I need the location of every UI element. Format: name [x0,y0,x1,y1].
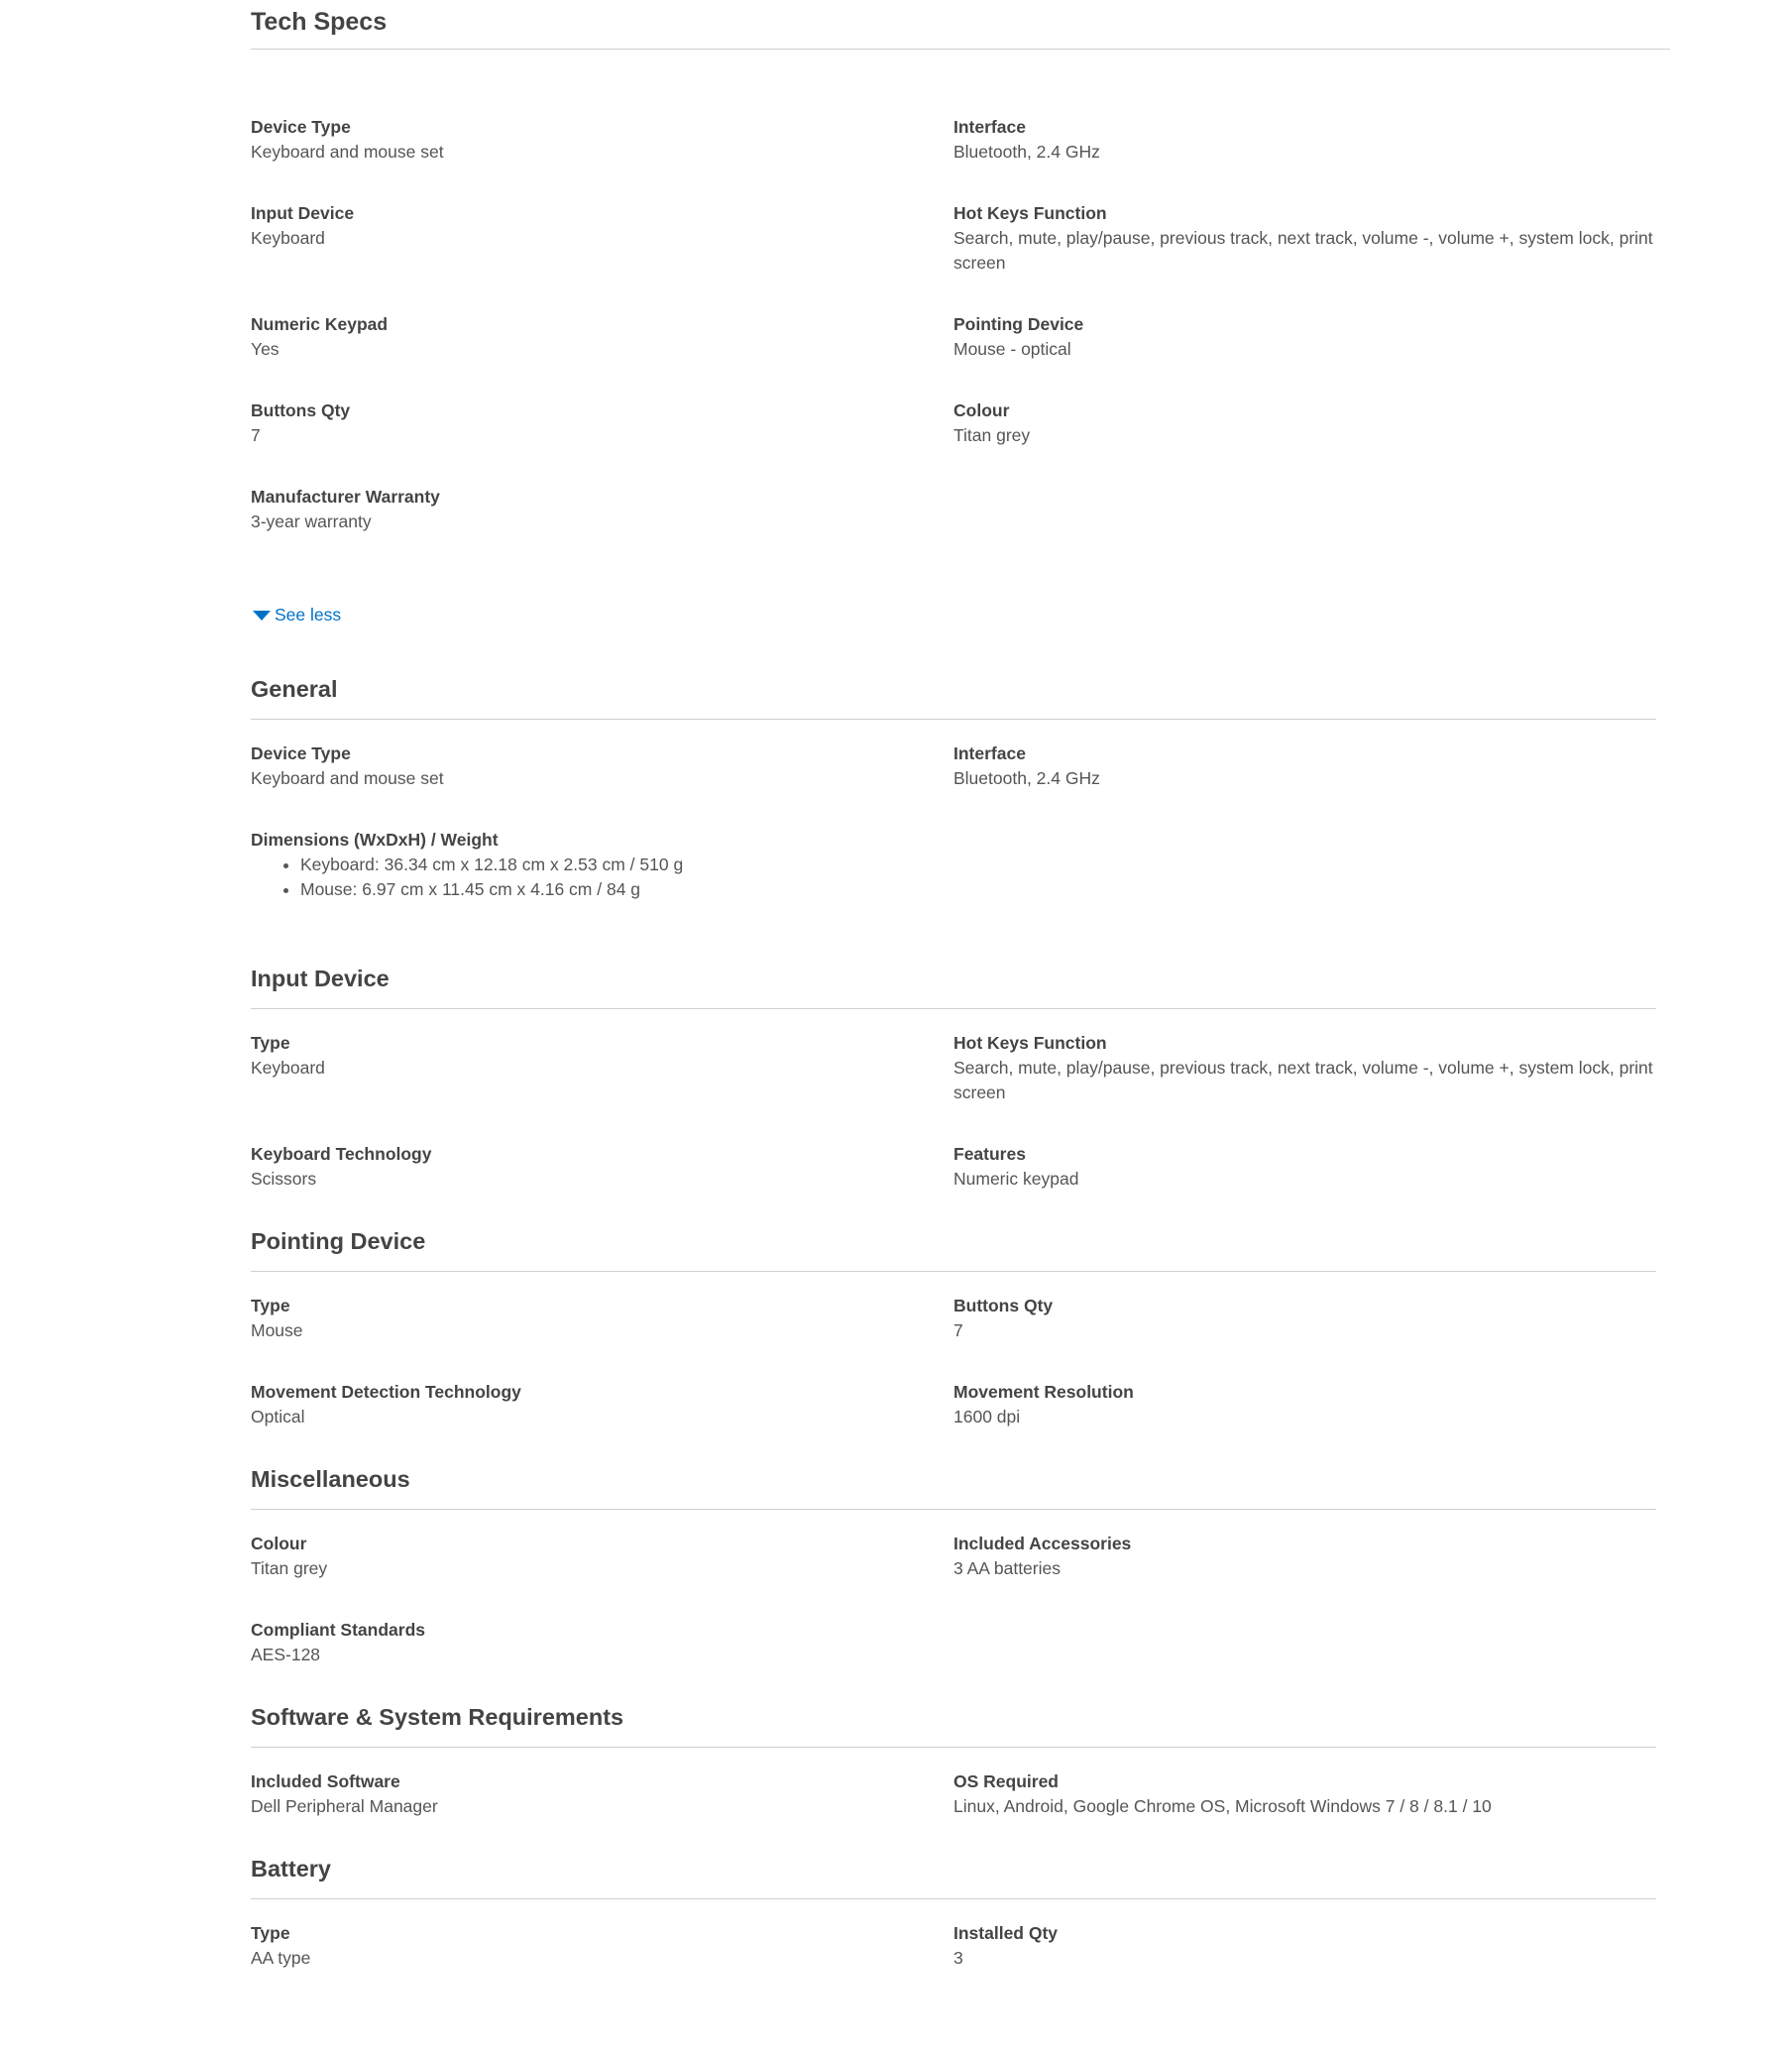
spec-label: Manufacturer Warranty [251,487,440,507]
spec-value: Titan grey [251,1558,328,1578]
spec-value: Search, mute, play/pause, previous track, next track, volume -, volume +, system lock, print screen [953,228,1653,273]
spec-value: 3 AA batteries [953,1558,1061,1578]
dimensions-list [251,853,953,902]
spec-value: Keyboard [251,1058,325,1078]
spec-value: Bluetooth, 2.4 GHz [953,142,1100,162]
section-grid [251,1921,1670,2007]
spec-movement-resolution [953,1380,1656,1429]
list-item: • Mouse: 6.97 cm x 11.45 cm x 4.16 cm / 84 g [300,877,953,902]
spec-label: Compliant Standards [251,1620,425,1640]
spec-value: Mouse [251,1320,303,1340]
spec-value: Search, mute, play/pause, previous track, next track, volume -, volume +, system lock, print screen [953,1058,1653,1102]
section-title: General [251,676,1656,720]
caret-down-icon [253,611,271,621]
section-pointing-device [251,1228,1670,1466]
list-item: • Keyboard: 36.34 cm x 12.18 cm x 2.53 cm / 510 g [300,853,953,877]
spec-value: 3 [953,1948,963,1968]
spec-label: Hot Keys Function [953,1033,1107,1053]
spec-device-type [251,115,953,165]
spec-label: Buttons Qty [953,1296,1054,1315]
section-title: Software & System Requirements [251,1704,1656,1748]
spec-value: Scissors [251,1169,317,1189]
spec-label: Hot Keys Function [953,203,1107,223]
spec-label: Movement Resolution [953,1382,1134,1402]
section-miscellaneous [251,1466,1670,1704]
spec-value: Mouse - optical [953,339,1071,359]
spec-hot-keys [953,1031,1656,1105]
spec-included-software [251,1769,953,1819]
spec-value: Keyboard and mouse set [251,142,444,162]
spec-label: Type [251,1923,290,1943]
spec-keyboard-technology [251,1142,953,1192]
spec-value: 7 [251,425,261,445]
section-title: Pointing Device [251,1228,1656,1272]
section-title: Battery [251,1856,1656,1899]
spec-type [251,1031,953,1105]
spec-interface [953,741,1656,791]
spec-os-required [953,1769,1656,1819]
spec-value: 7 [953,1320,963,1340]
spec-movement-detection [251,1380,953,1429]
spec-value: Keyboard and mouse set [251,768,444,788]
summary-specs [251,115,1670,571]
spec-label: Features [953,1144,1026,1164]
spec-value: AA type [251,1948,311,1968]
page-title: Tech Specs [251,0,1670,50]
section-software [251,1704,1670,1856]
spec-label: Keyboard Technology [251,1144,432,1164]
spec-label: Numeric Keypad [251,314,389,334]
spec-pointing-device [953,312,1656,362]
spec-type [251,1921,953,1971]
spec-dimensions [251,828,953,902]
spec-label: OS Required [953,1771,1059,1791]
spec-label: Pointing Device [953,314,1084,334]
section-grid [251,741,1670,966]
spec-numeric-keypad [251,312,953,362]
section-battery [251,1856,1670,2007]
spec-label: Included Accessories [953,1534,1132,1553]
spec-buttons-qty [251,399,953,448]
spec-hot-keys [953,201,1656,276]
spec-buttons-qty [953,1294,1656,1343]
spec-device-type [251,741,953,791]
spec-warranty [251,485,953,534]
spec-value: Dell Peripheral Manager [251,1796,438,1816]
section-title: Input Device [251,966,1656,1009]
section-grid [251,1294,1670,1466]
see-less-label: See less [275,605,342,625]
spec-label: Interface [953,743,1026,763]
spec-interface [953,115,1656,165]
spec-type [251,1294,953,1343]
spec-label: Input Device [251,203,355,223]
spec-label: Movement Detection Technology [251,1382,521,1402]
spec-value: Titan grey [953,425,1031,445]
spec-value: Yes [251,339,280,359]
spec-label: Device Type [251,117,351,137]
spec-label: Dimensions (WxDxH) / Weight [251,830,499,850]
section-grid [251,1532,1670,1704]
spec-value: 1600 dpi [953,1407,1021,1426]
spec-installed-qty [953,1921,1656,1971]
spec-value: Bluetooth, 2.4 GHz [953,768,1100,788]
section-general [251,676,1670,966]
spec-value: 3-year warranty [251,512,372,531]
spec-value: Numeric keypad [953,1169,1079,1189]
spec-colour [251,1532,953,1581]
spec-features [953,1142,1656,1192]
spec-value: Optical [251,1407,305,1426]
spec-label: Colour [251,1534,307,1553]
spec-included-accessories [953,1532,1656,1581]
section-grid [251,1031,1670,1228]
spec-compliant-standards [251,1618,953,1667]
spec-label: Type [251,1033,290,1053]
spec-label: Interface [953,117,1026,137]
spec-colour [953,399,1656,448]
spec-label: Colour [953,400,1010,420]
section-title: Miscellaneous [251,1466,1656,1510]
section-input-device [251,966,1670,1228]
see-less-link[interactable] [253,605,341,626]
spec-label: Device Type [251,743,351,763]
tech-specs-panel [251,0,1670,2007]
spec-value: Keyboard [251,228,325,248]
spec-label: Installed Qty [953,1923,1059,1943]
spec-label: Included Software [251,1771,400,1791]
section-grid [251,1769,1670,1856]
spec-value: Linux, Android, Google Chrome OS, Microsoft Windows 7 / 8 / 8.1 / 10 [953,1796,1492,1816]
spec-label: Buttons Qty [251,400,351,420]
spec-label: Type [251,1296,290,1315]
spec-input-device [251,201,953,276]
spec-value: AES-128 [251,1645,321,1664]
